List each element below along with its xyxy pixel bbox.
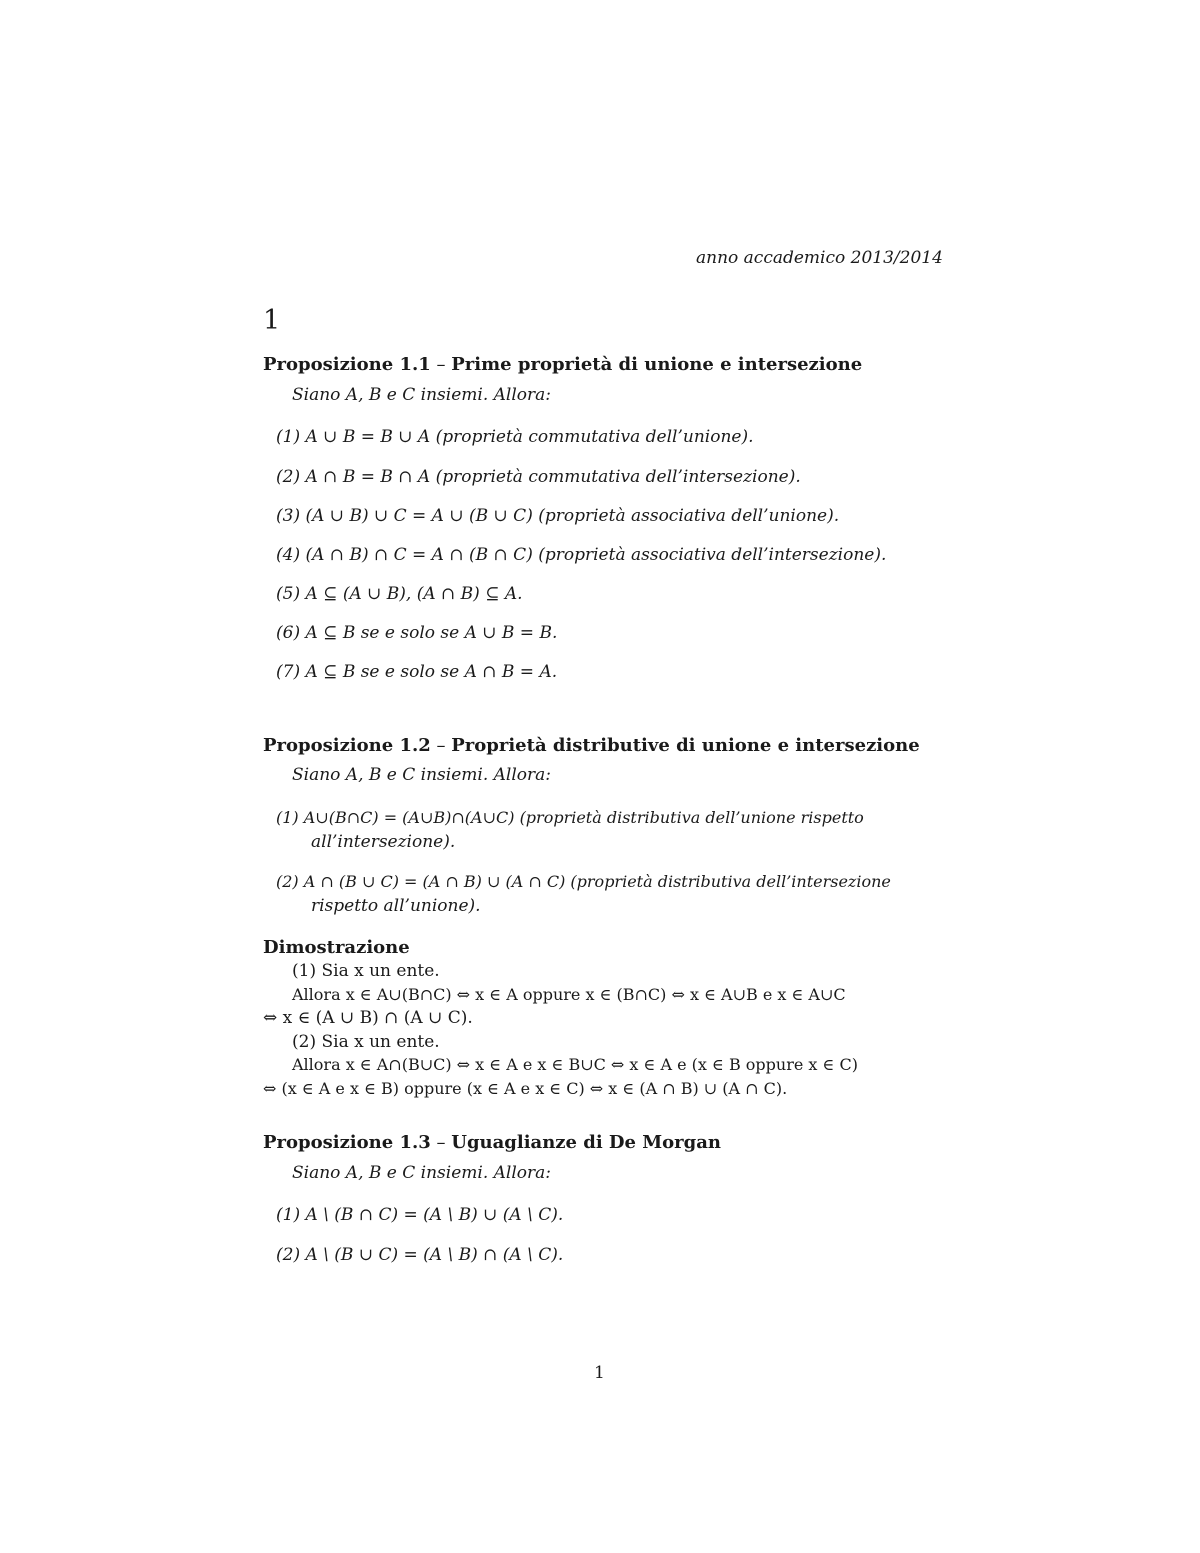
chapter-number: 1 [263,305,281,336]
proposition-label: Proposizione 1.2 [263,735,431,756]
proof-line: ⇔ x ∈ (A ∪ B) ∩ (A ∪ C). [263,1008,473,1028]
proposition-title: Uguaglianze di De Morgan [451,1132,722,1153]
proposition-1-1-item: (3) (A ∪ B) ∪ C = A ∪ (B ∪ C) (proprietà associativa dell’unione). [276,506,840,526]
proposition-1-1-item: (7) A ⊆ B se e solo se A ∩ B = A. [276,662,558,682]
proof-line: Allora x ∈ A∪(B∩C) ⇔ x ∈ A oppure x ∈ (B∩C) ⇔ x ∈ A∪B e x ∈ A∪C [292,985,846,1004]
page-number: 1 [594,1363,605,1383]
proposition-1-2-item-continuation: all’intersezione). [311,832,456,852]
proposition-1-1-item: (2) A ∩ B = B ∩ A (proprietà commutativa dell’intersezione). [276,467,801,487]
proof-line: (1) Sia x un ente. [292,961,440,981]
proposition-1-2-item-continuation: rispetto all’unione). [311,896,481,916]
running-header: anno accademico 2013/2014 [696,248,943,268]
proposition-title: Prime proprietà di unione e intersezione [451,354,863,375]
heading-dash: – [436,735,446,756]
proposition-1-2-intro: Siano A, B e C insiemi. Allora: [292,765,552,785]
proof-line: ⇔ (x ∈ A e x ∈ B) oppure (x ∈ A e x ∈ C) ⇔ x ∈ (A ∩ B) ∪ (A ∩ C). [263,1079,788,1098]
proposition-1-3-intro: Siano A, B e C insiemi. Allora: [292,1163,552,1183]
proof-heading: Dimostrazione [263,937,410,958]
proposition-1-1-heading [263,354,862,375]
proposition-1-1-item: (5) A ⊆ (A ∪ B), (A ∩ B) ⊆ A. [276,584,523,604]
proposition-label: Proposizione 1.1 [263,354,431,375]
proposition-1-1-intro: Siano A, B e C insiemi. Allora: [292,385,552,405]
proposition-1-3-item: (2) A \ (B ∪ C) = (A \ B) ∩ (A \ C). [276,1245,564,1265]
proposition-1-2-item: (2) A ∩ (B ∪ C) = (A ∩ B) ∪ (A ∩ C) (proprietà distributiva dell’intersezione [276,872,891,891]
proposition-1-3-heading [263,1132,721,1153]
proposition-label: Proposizione 1.3 [263,1132,431,1153]
proposition-1-1-item: (6) A ⊆ B se e solo se A ∪ B = B. [276,623,558,643]
proof-line: Allora x ∈ A∩(B∪C) ⇔ x ∈ A e x ∈ B∪C ⇔ x ∈ A e (x ∈ B oppure x ∈ C) [292,1055,858,1074]
heading-dash: – [436,1132,446,1153]
heading-dash: – [436,354,446,375]
proposition-title: Proprietà distributive di unione e intersezione [451,735,920,756]
proposition-1-1-item: (1) A ∪ B = B ∪ A (proprietà commutativa dell’unione). [276,427,754,447]
proposition-1-2-item: (1) A∪(B∩C) = (A∪B)∩(A∪C) (proprietà distributiva dell’unione rispetto [276,808,864,827]
proposition-1-3-item: (1) A \ (B ∩ C) = (A \ B) ∪ (A \ C). [276,1205,564,1225]
proposition-1-1-item: (4) (A ∩ B) ∩ C = A ∩ (B ∩ C) (proprietà associativa dell’intersezione). [276,545,887,565]
proposition-1-2-heading [263,735,920,756]
proof-line: (2) Sia x un ente. [292,1032,440,1052]
